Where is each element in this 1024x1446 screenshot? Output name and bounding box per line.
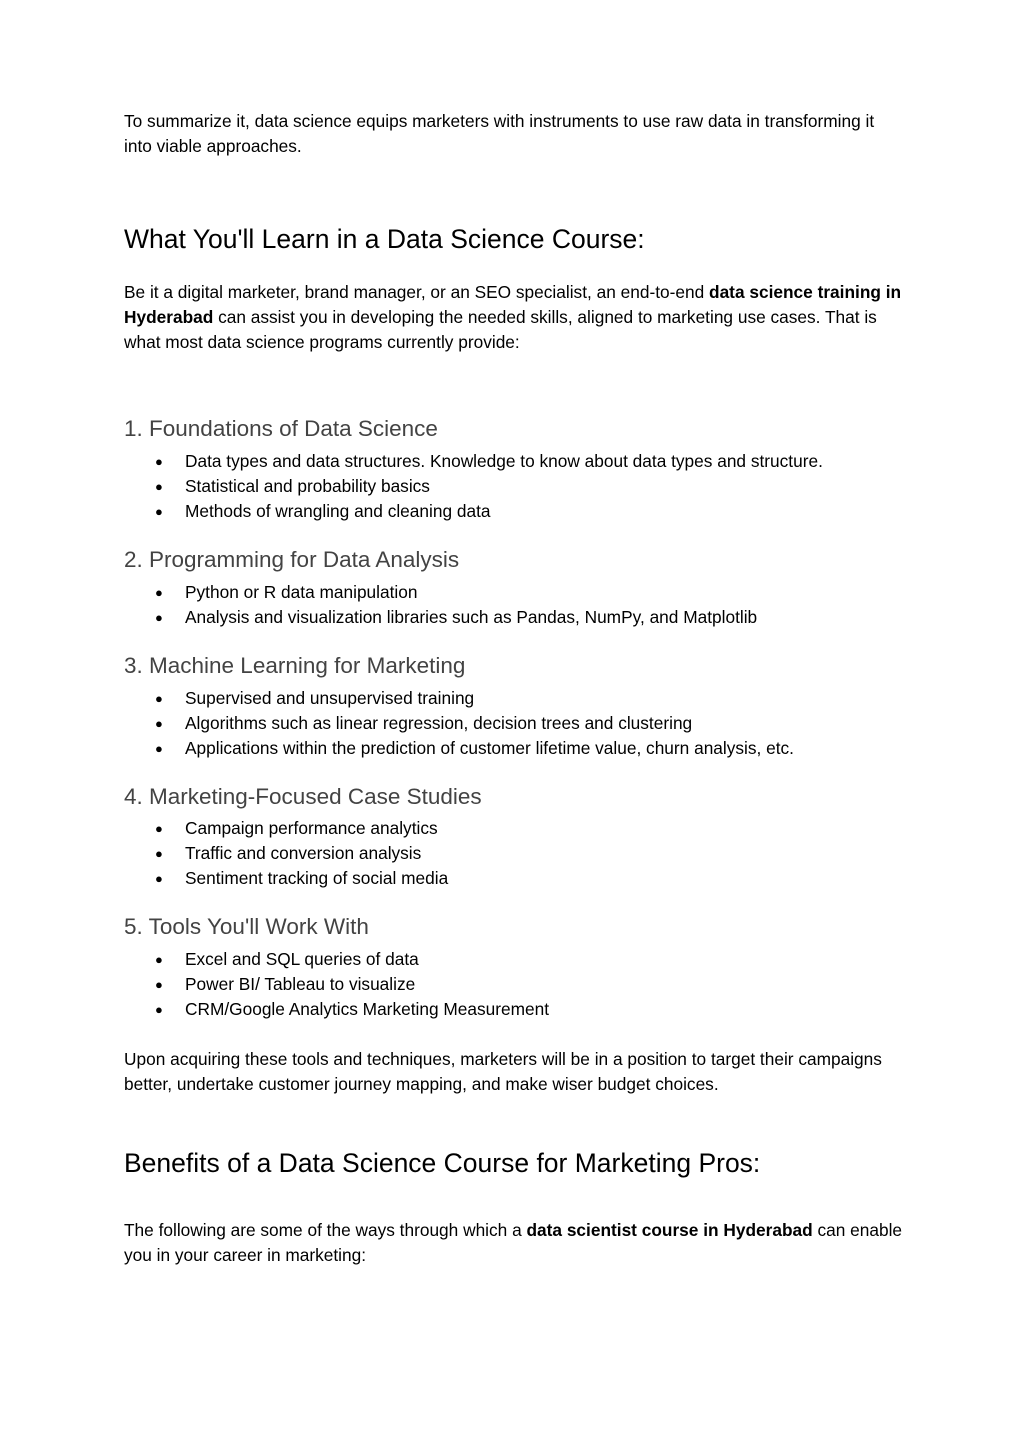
bold-keyword: data science training in Hyderabad — [124, 282, 902, 327]
list-item: ● Campaign performance analytics — [124, 816, 448, 841]
bold-keyword: data scientist course in Hyderabad — [526, 1220, 813, 1240]
list-item: ● Sentiment tracking of social media — [124, 866, 448, 891]
list-item: ● Analysis and visualization libraries such as Pandas, NumPy, and Matplotlib — [124, 605, 757, 630]
text: Be it a digital marketer, brand manager, or an SEO specialist, an end-to-end — [124, 282, 710, 302]
list-programming — [124, 580, 757, 630]
intro-paragraph: To summarize it, data science equips marketers with instruments to use raw data in transforming it into viable approaches. — [124, 111, 875, 156]
text: can enable you in your career in marketing: — [124, 1220, 903, 1265]
text: The following are some of the ways through which a — [124, 1220, 527, 1240]
subheading-foundations: 1. Foundations of Data Science — [124, 416, 438, 441]
list-item: ● Data types and data structures. Knowledge to know about data types and structure. — [124, 449, 823, 474]
list-tools — [124, 947, 549, 1022]
benefits-intro-paragraph — [124, 1218, 904, 1268]
list-item: ● Methods of wrangling and cleaning data — [124, 499, 823, 524]
list-item: ● Traffic and conversion analysis — [124, 841, 448, 866]
text: can assist you in developing the needed skills, aligned to marketing use cases. That is what most data science programs currently provide: — [124, 307, 877, 352]
list-item: ● Algorithms such as linear regression, decision trees and clustering — [124, 711, 794, 736]
subheading-programming: 2. Programming for Data Analysis — [124, 547, 460, 572]
list-ml — [124, 686, 794, 761]
subheading-case-studies: 4. Marketing-Focused Case Studies — [124, 784, 482, 809]
subheading-tools: 5. Tools You'll Work With — [124, 914, 369, 939]
list-item: ● Excel and SQL queries of data — [124, 947, 549, 972]
list-item: ● Applications within the prediction of customer lifetime value, churn analysis, etc. — [124, 736, 794, 761]
learn-intro-paragraph — [124, 280, 904, 355]
list-item: ● Python or R data manipulation — [124, 580, 757, 605]
subheading-ml: 3. Machine Learning for Marketing — [124, 653, 466, 678]
section-heading-learn: What You'll Learn in a Data Science Course: — [124, 224, 645, 254]
list-foundations — [124, 449, 823, 524]
section-heading-benefits: Benefits of a Data Science Course for Marketing Pros: — [124, 1148, 761, 1178]
list-item: ● Power BI/ Tableau to visualize — [124, 972, 549, 997]
list-item: ● Statistical and probability basics — [124, 474, 823, 499]
list-item: ● CRM/Google Analytics Marketing Measurement — [124, 997, 549, 1022]
list-item: ● Supervised and unsupervised training — [124, 686, 794, 711]
closing-paragraph: Upon acquiring these tools and techniques, marketers will be in a position to target their campaigns better, undertake customer journey mapping, and make wiser budget choices. — [124, 1049, 882, 1094]
list-case-studies — [124, 816, 448, 891]
